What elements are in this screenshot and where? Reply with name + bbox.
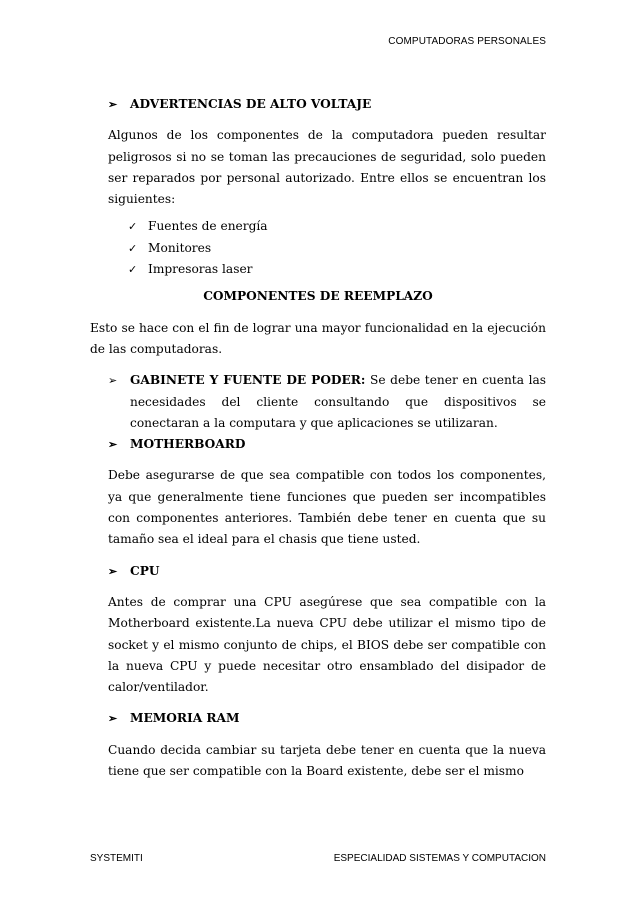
heading-ram bbox=[90, 708, 546, 729]
motherboard-paragraph: Debe asegurarse de que sea compatible con todos los componentes, ya que generalmente tiene funciones que pueden ser incompatibles con componentes anteriores. También debe tener en cuenta que su tamaño sea el ideal para el chasis que tiene usted. bbox=[108, 468, 546, 547]
page-body bbox=[90, 94, 546, 782]
gabinete-item bbox=[90, 370, 546, 434]
list-item bbox=[90, 259, 546, 280]
list-item-text: Monitores bbox=[148, 240, 212, 255]
gabinete-label: GABINETE Y FUENTE DE PODER: bbox=[130, 373, 366, 388]
footer-right: ESPECIALIDAD SISTEMAS Y COMPUTACION bbox=[333, 853, 546, 864]
heading-advertencias-text: ADVERTENCIAS DE ALTO VOLTAJE bbox=[130, 97, 372, 111]
heading-cpu bbox=[90, 561, 546, 582]
list-item-text: Impresoras laser bbox=[148, 262, 253, 277]
heading-motherboard bbox=[90, 434, 546, 455]
heading-cpu-text: CPU bbox=[130, 563, 160, 578]
check-icon: ✓ bbox=[128, 263, 138, 277]
heading-motherboard-text: MOTHERBOARD bbox=[130, 437, 246, 452]
heading-componentes: COMPONENTES DE REEMPLAZO bbox=[203, 289, 433, 304]
list-item-text: Fuentes de energía bbox=[148, 219, 268, 234]
check-icon: ✓ bbox=[128, 241, 138, 255]
cpu-paragraph: Antes de comprar una CPU asegúrese que sea compatible con la Motherboard existente.La nueva CPU debe utilizar el mismo tipo de socket y el mismo conjunto de chips, el BIOS debe ser compatible con la nueva CPU y puede necesitar otro ensamblado del disipador de calor/ventilador. bbox=[108, 594, 546, 695]
ram-paragraph: Cuando decida cambiar su tarjeta debe tener en cuenta que la nueva tiene que ser compatible con la Board existente, debe ser el mismo bbox=[108, 742, 546, 779]
arrow-bullet-icon: ➢ bbox=[108, 564, 118, 578]
arrow-bullet-icon: ➢ bbox=[108, 98, 118, 111]
gabinete-text: Se debe tener en cuenta las necesidades del cliente consultando que dispositivos se conectaran a la computara y que aplicaciones se utilizaran. bbox=[130, 373, 546, 430]
check-icon: ✓ bbox=[128, 220, 138, 234]
advertencias-paragraph: Algunos de los componentes de la computadora pueden resultar peligrosos si no se toman las precauciones de seguridad, solo pueden ser reparados por personal autorizado. Entre ellos se encuentran los siguientes: bbox=[108, 128, 546, 207]
arrow-bullet-icon: ➢ bbox=[108, 712, 118, 726]
componentes-intro: Esto se hace con el fin de lograr una mayor funcionalidad en la ejecución de las computadoras. bbox=[90, 320, 546, 356]
arrow-bullet-icon: ➢ bbox=[108, 374, 118, 388]
list-item bbox=[90, 216, 546, 237]
list-item bbox=[90, 238, 546, 259]
page-header: COMPUTADORAS PERSONALES bbox=[388, 36, 546, 47]
footer-left: SYSTEMITI bbox=[90, 853, 143, 864]
heading-advertencias bbox=[90, 94, 546, 115]
arrow-bullet-icon: ➢ bbox=[108, 438, 118, 452]
heading-ram-text: MEMORIA RAM bbox=[130, 711, 240, 726]
